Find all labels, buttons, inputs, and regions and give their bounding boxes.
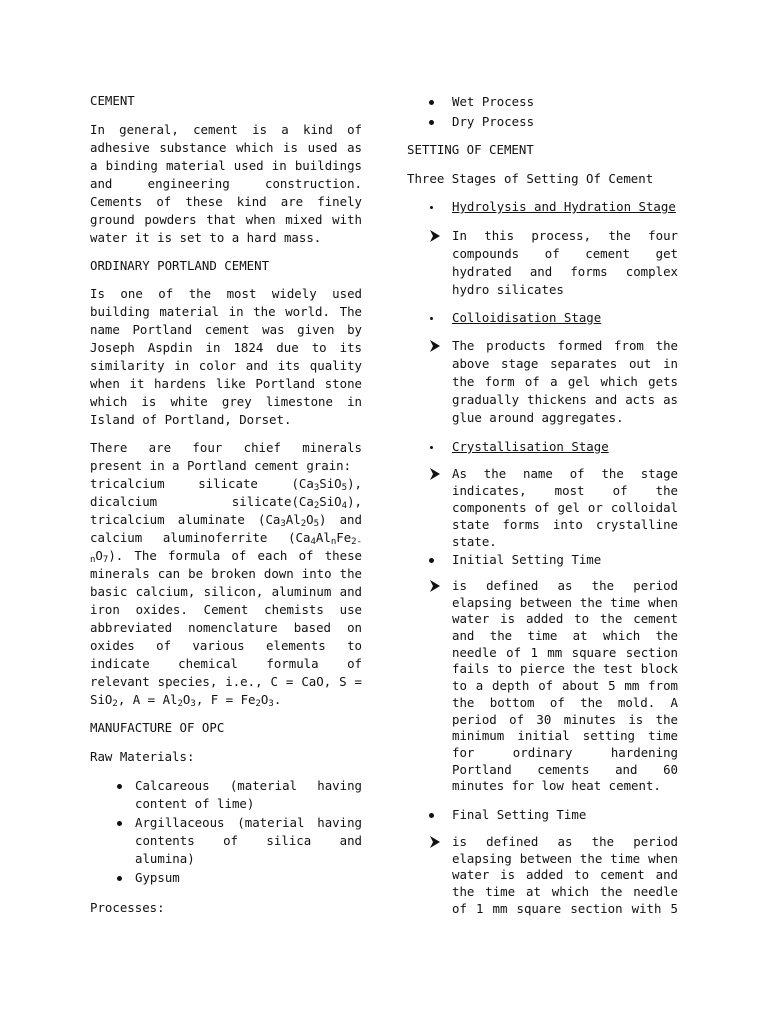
- text-line: tricalcium aluminate $(Ca_3Al_2O_5)$ and: [90, 512, 362, 529]
- text-line: As the name of the stage: [452, 466, 678, 481]
- text-line: glue around aggregates.: [452, 410, 624, 425]
- text-line: There are four chief minerals: [90, 440, 362, 455]
- list-item: [90, 814, 362, 868]
- stage-title: Colloidisation Stage: [452, 310, 602, 325]
- list-item: [90, 777, 362, 813]
- text-line: similarity in color and its quality: [90, 358, 362, 373]
- arrow-bullet-icon: [429, 835, 441, 849]
- list-item-text: Wet Process: [452, 94, 535, 109]
- text-line: state.: [452, 534, 497, 549]
- text-line: In general, cement is a kind of: [90, 122, 362, 137]
- raw-materials-label: Raw Materials:: [90, 749, 195, 764]
- list-item-text: Initial Setting Time: [452, 552, 602, 567]
- bullet-icon: [117, 876, 122, 881]
- bullet-icon: [429, 100, 434, 105]
- arrow-bullet-icon: [429, 339, 441, 353]
- arrow-bullet-icon: [429, 229, 441, 243]
- text-line: which is white grey limestone in: [90, 394, 362, 409]
- arrow-bullet-icon: [429, 467, 441, 481]
- text-line: Island of Portland, Dorset.: [90, 412, 292, 427]
- text-line: gradually thickens and acts as: [452, 392, 678, 407]
- text-line: when it hardens like Portland stone: [90, 376, 362, 391]
- text-line: name Portland cement was given by: [90, 322, 362, 337]
- opc-heading: ORDINARY PORTLAND CEMENT: [90, 258, 270, 273]
- list-item-text: Argillaceous (material having: [135, 815, 362, 830]
- text-line: minerals can be broken down into the: [90, 566, 362, 581]
- text-line: compounds of cement get: [452, 246, 678, 261]
- text-line: components of gel or colloidal: [452, 500, 678, 515]
- cement-heading: CEMENT: [90, 93, 135, 108]
- bullet-icon: [429, 120, 434, 125]
- stage-title: Hydrolysis and Hydration Stage: [452, 199, 676, 214]
- list-item-text: content of lime): [135, 796, 255, 811]
- text-line: and engineering construction.: [90, 176, 362, 191]
- text-line: adhesive substance which is used as: [90, 140, 362, 155]
- text-line: above stage separates out in: [452, 356, 678, 371]
- bullet-icon: [430, 206, 433, 209]
- text-line: elapsing between the time when: [452, 850, 678, 866]
- bullet-icon: [430, 317, 433, 320]
- text-line: needle of 1 mm square section: [452, 644, 678, 660]
- text-line: oxides of various elements to: [90, 638, 362, 653]
- text-line: SiO$_2$, $A = Al_2O_3$, $F = Fe_2O_3$.: [90, 692, 282, 709]
- text-line: In this process, the four: [452, 228, 678, 243]
- processes-label: Processes:: [90, 900, 165, 915]
- text-line: hydro silicates: [452, 282, 564, 297]
- stage-description: [452, 227, 678, 299]
- text-line: water is added to the cement: [452, 611, 678, 627]
- stage-description: [452, 465, 678, 550]
- text-line: water it is set to a hard mass.: [90, 230, 322, 245]
- stage-description: [452, 337, 678, 427]
- list-item-text: Gypsum: [135, 870, 180, 885]
- text-line: a binding material used in buildings: [90, 158, 362, 173]
- text-line: abbreviated nomenclature based on: [90, 620, 362, 635]
- text-line: elapsing between the time when: [452, 594, 678, 610]
- bullet-icon: [429, 813, 434, 818]
- stages-heading: Three Stages of Setting Of Cement: [407, 171, 654, 186]
- bullet-icon: [430, 446, 433, 449]
- bullet-icon: [117, 821, 122, 826]
- list-item-text: Dry Process: [452, 114, 535, 129]
- text-line: is defined as the period: [452, 578, 678, 593]
- text-line: minutes for low heat cement.: [452, 778, 661, 794]
- list-item-text: alumina): [135, 851, 195, 866]
- text-line: The products formed from the: [452, 338, 678, 353]
- text-line: water is added to cement and: [452, 867, 678, 883]
- list-item-text: Final Setting Time: [452, 807, 587, 822]
- text-line: period of 30 minutes is the: [452, 711, 678, 727]
- raw-materials-list: [90, 777, 362, 887]
- text-line: iron oxides. Cement chemists use: [90, 602, 362, 617]
- list-item: [90, 869, 362, 887]
- text-line: indicate chemical formula of: [90, 656, 362, 671]
- text-line: minimum initial setting time: [452, 728, 678, 744]
- text-line: and the time at which the: [452, 628, 678, 644]
- text-line: dicalcium $silicate(Ca_2SiO_4)$,: [90, 494, 362, 511]
- list-item-text: contents of silica and: [135, 833, 362, 848]
- cement-paragraph: [90, 121, 362, 247]
- text-line: is defined as the period: [452, 834, 678, 849]
- minerals-paragraph: [90, 439, 362, 709]
- manufacture-heading: MANUFACTURE OF OPC: [90, 720, 225, 735]
- text-line: indicates, most of the: [452, 483, 678, 498]
- text-line: for ordinary hardening: [452, 744, 678, 760]
- text-line: fails to pierce the test block: [452, 661, 678, 677]
- text-line: basic calcium, silicon, aluminum and: [90, 584, 362, 599]
- bullet-icon: [429, 558, 434, 563]
- text-line: Cements of these kind are finely: [90, 194, 362, 209]
- text-line: calcium aluminoferrite ($Ca_4Al_nFe_{2-}$: [90, 530, 362, 547]
- text-line: Joseph Aspdin in 1824 due to its: [90, 340, 362, 355]
- text-line: state forms into crystalline: [452, 517, 678, 532]
- text-line: Is one of the most widely used: [90, 286, 362, 301]
- text-line: present in a Portland cement grain:: [90, 458, 352, 473]
- text-line: the time at which the needle: [452, 884, 678, 900]
- opc-paragraph: [90, 285, 362, 429]
- text-line: relevant species, i.e., C = CaO, S =: [90, 674, 362, 689]
- text-line: of 1 mm square section with 5: [452, 900, 678, 916]
- text-line: hydrated and forms complex: [452, 264, 678, 279]
- bullet-icon: [117, 784, 122, 789]
- text-line: the bottom of the mold. A: [452, 694, 678, 710]
- stage-title: Crystallisation Stage: [452, 439, 609, 454]
- text-line: $_nO_7$). The formula of each of these: [90, 548, 362, 565]
- text-line: the form of a gel which gets: [452, 374, 678, 389]
- text-line: ground powders that when mixed with: [90, 212, 362, 227]
- final-setting-description: [452, 833, 678, 916]
- list-item-text: Calcareous (material having: [135, 778, 362, 793]
- text-line: tricalcium silicate $(Ca_3SiO_5)$,: [90, 476, 362, 493]
- arrow-bullet-icon: [429, 579, 441, 593]
- text-line: building material in the world. The: [90, 304, 362, 319]
- setting-heading: SETTING OF CEMENT: [407, 142, 534, 157]
- text-line: Portland cements and 60: [452, 761, 678, 777]
- text-line: to a depth of about 5 mm from: [452, 678, 678, 694]
- initial-setting-description: [452, 577, 678, 794]
